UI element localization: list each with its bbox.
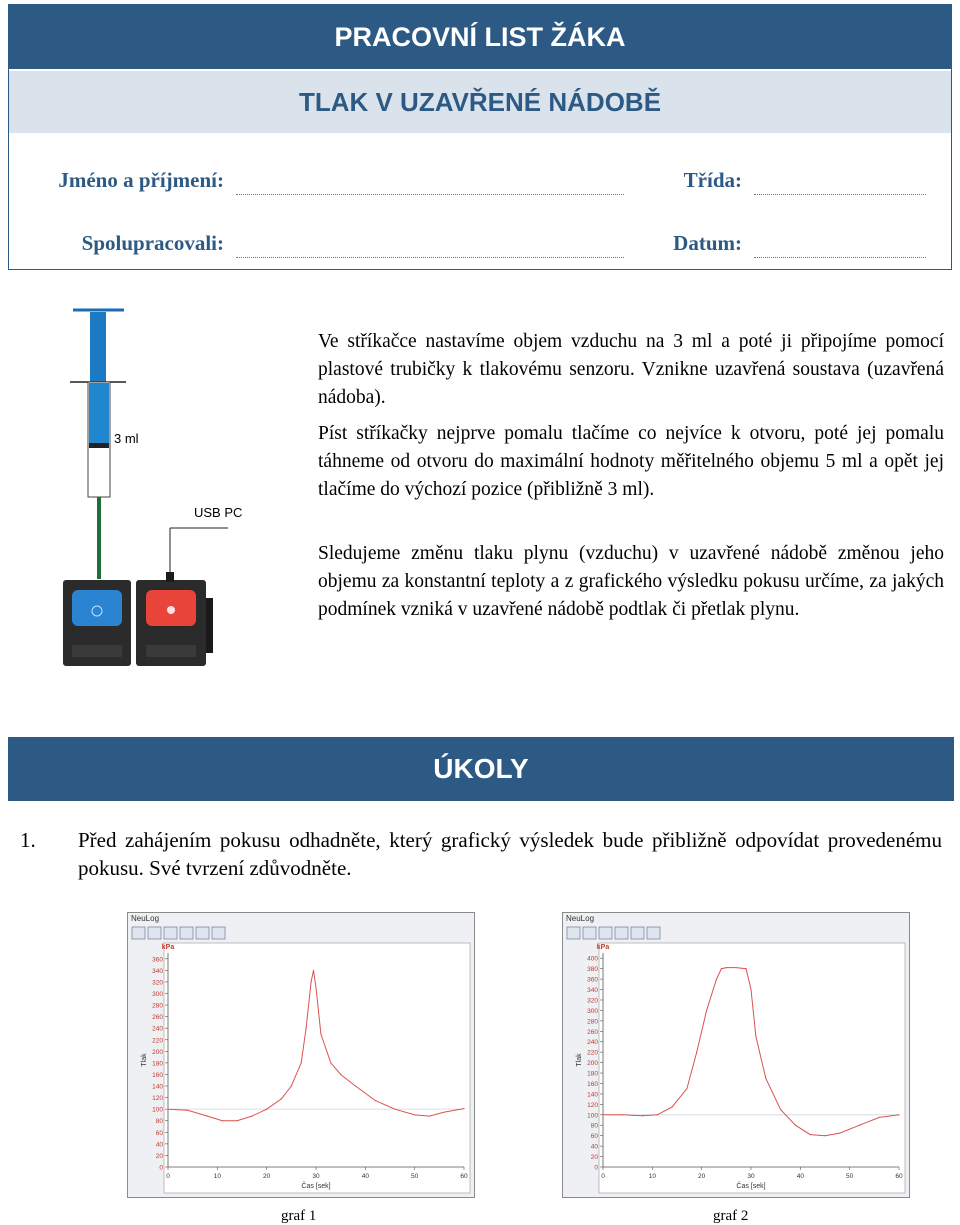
toolbar-icon — [148, 927, 161, 939]
data-point — [281, 1098, 282, 1099]
class-label: Třída: — [683, 168, 742, 192]
plot-background — [161, 943, 470, 1193]
data-point — [879, 1117, 880, 1118]
data-point — [745, 968, 746, 969]
y-tick-label: 80 — [590, 1122, 598, 1130]
data-point — [755, 1036, 756, 1037]
toolbar-icon — [212, 927, 225, 939]
toolbar-icon — [180, 927, 193, 939]
y-tick-label: 60 — [590, 1133, 598, 1141]
y-axis-label: Tlak — [576, 1053, 583, 1067]
data-point — [355, 1085, 356, 1086]
data-point — [236, 1120, 237, 1121]
data-point — [444, 1111, 445, 1112]
toolbar-icon — [599, 927, 612, 939]
y-tick-label: 260 — [152, 1014, 163, 1022]
x-tick-label: 50 — [411, 1173, 419, 1180]
task-number: 1. — [20, 828, 36, 852]
y-tick-label: 220 — [152, 1037, 163, 1045]
y-tick-label: 240 — [587, 1039, 598, 1047]
y-tick-label: 40 — [590, 1143, 598, 1151]
syringe-sensor-drawing — [60, 300, 280, 680]
data-point — [463, 1108, 464, 1109]
data-point — [429, 1116, 430, 1117]
y-tick-label: 120 — [152, 1095, 163, 1103]
x-tick-label: 40 — [796, 1173, 804, 1180]
data-point — [750, 989, 751, 990]
y-tick-label: 180 — [587, 1070, 598, 1078]
data-point — [340, 1074, 341, 1075]
data-point — [251, 1116, 252, 1117]
y-tick-label: 260 — [587, 1028, 598, 1036]
data-point — [642, 1115, 643, 1116]
x-axis-label: Čas [sek] — [736, 1183, 766, 1190]
graph-window-1 — [127, 912, 475, 1198]
y-axis-label: Tlak — [141, 1053, 148, 1067]
coworkers-label: Spolupracovali: — [81, 231, 224, 255]
y-tick-label: 60 — [155, 1129, 163, 1137]
toolbar-icon — [583, 927, 596, 939]
x-tick-label: 0 — [166, 1173, 170, 1180]
data-point — [622, 1114, 623, 1115]
x-tick-label: 40 — [361, 1173, 369, 1180]
y-tick-label: 0 — [594, 1164, 598, 1172]
y-tick-label: 160 — [587, 1080, 598, 1088]
y-tick-label: 80 — [155, 1118, 163, 1126]
class-field[interactable] — [754, 193, 926, 195]
toolbar-icon — [164, 927, 177, 939]
window-title: NeuLog — [566, 914, 595, 923]
name-label: Jméno a příjmení: — [58, 168, 224, 192]
data-point — [414, 1114, 415, 1115]
date-label: Datum: — [673, 231, 742, 255]
x-tick-label: 50 — [846, 1173, 854, 1180]
usb-label: USB PC — [194, 505, 243, 520]
page-subtitle: TLAK V UZAVŘENÉ NÁDOBĚ — [9, 69, 951, 133]
y-tick-label: 360 — [587, 976, 598, 984]
toolbar-icon — [615, 927, 628, 939]
x-tick-label: 10 — [648, 1173, 656, 1180]
coworkers-field[interactable] — [236, 256, 624, 258]
x-tick-label: 60 — [460, 1173, 468, 1180]
graph-2-caption: graf 2 — [713, 1208, 749, 1224]
data-point — [187, 1110, 188, 1111]
y-tick-label: 200 — [152, 1048, 163, 1056]
apparatus-figure — [60, 300, 280, 680]
y-tick-label: 360 — [152, 956, 163, 964]
data-point — [320, 1033, 321, 1034]
data-point — [686, 1088, 687, 1089]
data-point — [266, 1109, 267, 1110]
toolbar-icon — [567, 927, 580, 939]
toolbar-icon — [631, 927, 644, 939]
y-tick-label: 120 — [587, 1101, 598, 1109]
page-title: PRACOVNÍ LIST ŽÁKA — [9, 5, 951, 69]
data-point — [222, 1120, 223, 1121]
task-text: Před zahájením pokusu odhadněte, který grafický výsledek bude přibližně odpovídat provedenému pokusu. Své tvrzení zdůvodněte. — [78, 828, 942, 880]
window-title: NeuLog — [131, 914, 160, 923]
y-tick-label: 300 — [152, 990, 163, 998]
intro-paragraph-3: Sledujeme změnu tlaku plynu (vzduchu) v uzavřené nádobě změnou jeho objemu za konstantní teploty a z grafického výsledku pokusu určíme, za jakých podmínek vzniká v uzavřené nádobě podtlak či přetlak plynu. — [318, 543, 944, 620]
graph-window-2 — [562, 912, 910, 1198]
data-point — [375, 1100, 376, 1101]
x-tick-label: 0 — [601, 1173, 605, 1180]
tasks-heading: ÚKOLY — [8, 737, 954, 801]
data-point — [810, 1134, 811, 1135]
x-tick-label: 20 — [698, 1173, 706, 1180]
intro-paragraph-1: Ve stříkačce nastavíme objem vzduchu na 3 ml a poté ji připojíme pomocí plastové trubičky k tlakovému senzoru. Vznikne uzavřená soustava (uzavřená nádoba). — [318, 331, 944, 408]
y-tick-label: 400 — [587, 955, 598, 963]
y-tick-label: 100 — [587, 1112, 598, 1120]
name-field[interactable] — [236, 193, 624, 195]
y-tick-label: 40 — [155, 1141, 163, 1149]
x-tick-label: 60 — [895, 1173, 903, 1180]
data-point — [795, 1125, 796, 1126]
toolbar-icon — [647, 927, 660, 939]
x-axis-label: Čas [sek] — [301, 1183, 331, 1190]
data-point — [167, 1109, 168, 1110]
intro-paragraph-2: Píst stříkačky nejprve pomalu tlačíme co nejvíce k otvoru, poté jej pomalu táhneme od otvoru do maximální hodnoty měřitelného objemu 5 ml a opět jej tlačíme do výchozí pozice (přibližně 3 ml). — [318, 423, 944, 500]
y-tick-label: 320 — [152, 979, 163, 987]
y-tick-label: 140 — [587, 1091, 598, 1099]
y-tick-label: 20 — [155, 1152, 163, 1160]
toolbar-icon — [196, 927, 209, 939]
y-tick-label: 140 — [152, 1083, 163, 1091]
data-point — [721, 968, 722, 969]
toolbar-icon — [132, 927, 145, 939]
data-point — [330, 1062, 331, 1063]
data-point — [657, 1114, 658, 1115]
y-tick-label: 280 — [587, 1018, 598, 1026]
data-point — [726, 967, 727, 968]
y-tick-label: 20 — [590, 1154, 598, 1162]
data-point — [765, 1078, 766, 1079]
date-field[interactable] — [754, 256, 926, 258]
data-point — [859, 1125, 860, 1126]
y-tick-label: 340 — [152, 967, 163, 975]
y-tick-label: 200 — [587, 1060, 598, 1068]
x-tick-label: 30 — [312, 1173, 320, 1180]
plot-background — [596, 943, 905, 1193]
data-point — [315, 987, 316, 988]
data-point — [898, 1114, 899, 1115]
data-point — [306, 1028, 307, 1029]
chart-1 — [128, 925, 474, 1197]
data-point — [696, 1052, 697, 1053]
y-tick-label: 100 — [152, 1106, 163, 1114]
data-point — [313, 970, 314, 971]
chart-2 — [563, 925, 909, 1197]
syringe-volume-label: 3 ml — [114, 431, 139, 446]
data-point — [207, 1116, 208, 1117]
y-tick-label: 300 — [587, 1007, 598, 1015]
data-point — [780, 1109, 781, 1110]
y-tick-label: 320 — [587, 997, 598, 1005]
data-point — [716, 978, 717, 979]
y-tick-label: 220 — [587, 1049, 598, 1057]
y-tick-label: 160 — [152, 1071, 163, 1079]
y-tick-label: 340 — [587, 987, 598, 995]
data-point — [839, 1132, 840, 1133]
graph-1-caption: graf 1 — [281, 1208, 317, 1224]
data-point — [394, 1109, 395, 1110]
data-point — [310, 981, 311, 982]
y-tick-label: 380 — [587, 966, 598, 974]
data-point — [736, 967, 737, 968]
data-point — [301, 1062, 302, 1063]
data-point — [291, 1085, 292, 1086]
y-tick-label: 0 — [159, 1164, 163, 1172]
y-tick-label: 240 — [152, 1025, 163, 1033]
y-tick-label: 280 — [152, 1002, 163, 1010]
data-point — [671, 1106, 672, 1107]
x-tick-label: 20 — [263, 1173, 271, 1180]
data-point — [706, 1010, 707, 1011]
x-tick-label: 30 — [747, 1173, 755, 1180]
y-unit-label: kPa — [161, 944, 175, 951]
x-tick-label: 10 — [213, 1173, 221, 1180]
y-unit-label: kPa — [596, 944, 610, 951]
data-point — [824, 1135, 825, 1136]
y-tick-label: 180 — [152, 1060, 163, 1068]
data-point — [602, 1114, 603, 1115]
